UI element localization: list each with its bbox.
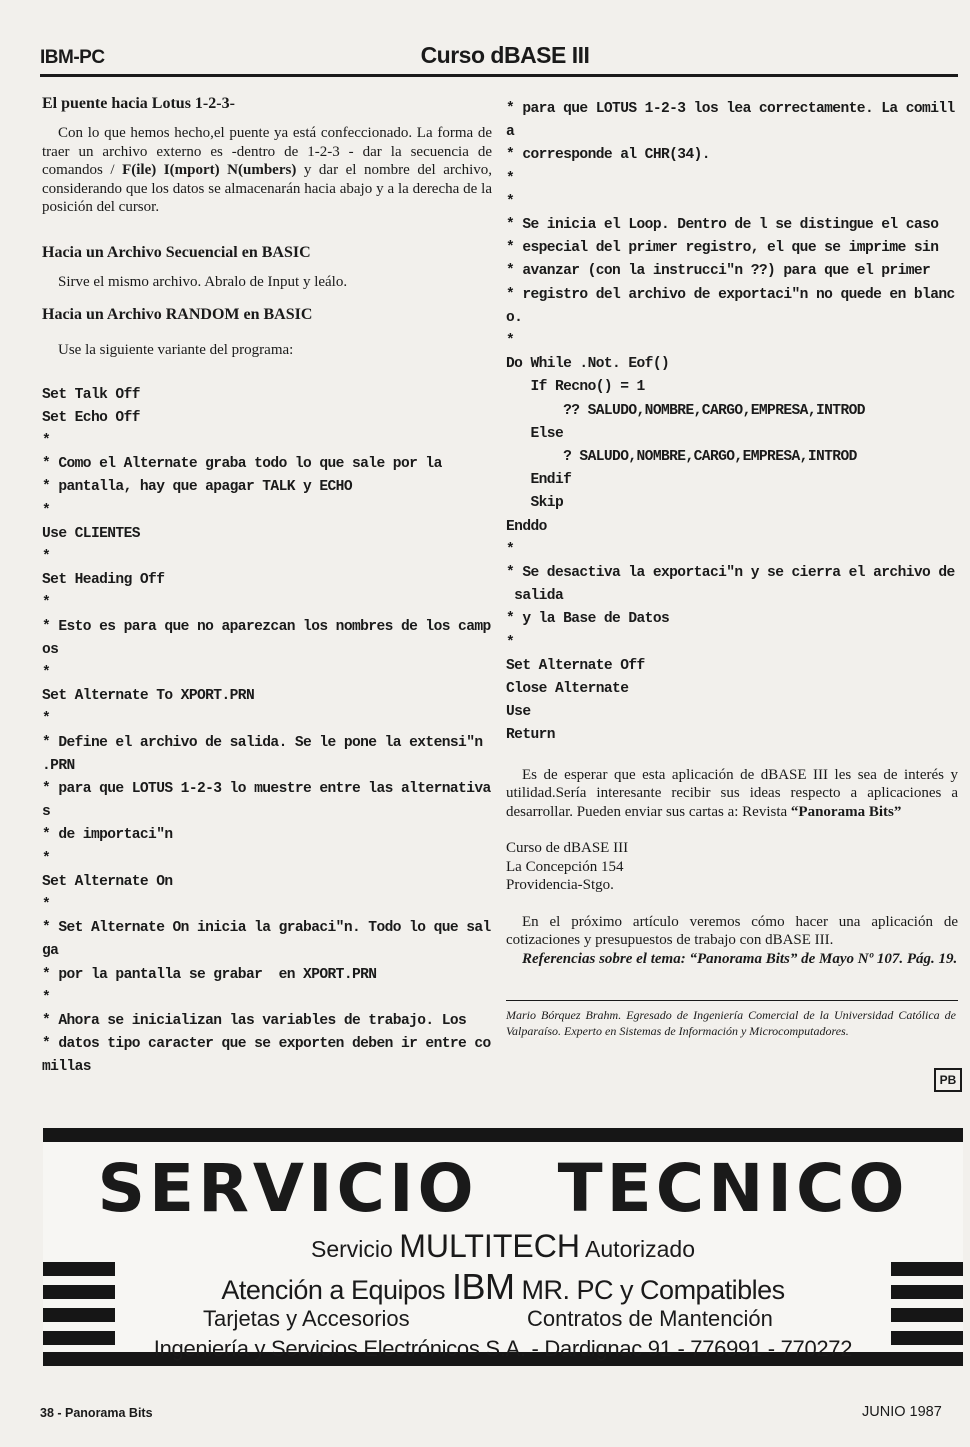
code-line: * Se inicia el Loop. Dentro de l se distingue el caso [506,217,939,234]
code-line: * Ahora se inicializan las variables de trabajo. Los [42,1012,467,1029]
address-line: La Concepción 154 [506,858,624,875]
code-line: * de importaci"n [42,827,173,844]
code-line: Close Alternate [506,681,629,698]
code-line: * [42,896,51,913]
code-line: * Set Alternate On inicia la grabaci"n. Todo lo que sal [42,920,491,937]
code-line: * [506,193,515,210]
section-label: IBM-PC [40,47,105,68]
code-line: * Se desactiva la exportaci"n y se cierra el archivo de [506,565,955,582]
ad-line-contracts: Contratos de Mantención [527,1306,773,1331]
code-line: Return [506,727,555,744]
code-line: * Esto es para que no aparezcan los nombres de los camp [42,618,491,635]
code-line: ? SALUDO,NOMBRE,CARGO,EMPRESA,INTROD [506,449,857,466]
code-line: * para que LOTUS 1-2-3 los lea correctamente. La comill [506,101,955,117]
random-paragraph: Use la siguiente variante del programa: [58,342,294,358]
code-line: os [42,641,59,658]
lotus-paragraph: Con lo que hemos hecho,el puente ya está confeccionado. La forma de traer un archivo externo es -dentro de 1-2-3 - dar la secuencia de comandos / F(ile) I(mport) N(umbers) y dar el nombre del archivo, considerando que los datos se almacenarán hacia abajo y a la derecha de la posición del cursor. [42,125,492,215]
page-title: Curso dBASE III [420,42,590,68]
code-line: Skip [506,495,564,512]
address-line: Providencia-Stgo. [506,877,614,894]
ad-title-word: TECNICO [557,1150,909,1227]
code-line: Set Alternate On [42,873,173,890]
ad-line-address: Ingeniería y Servicios Electrónicos S.A. - Dardignac 91 - 776991 - 770272 [153,1336,853,1361]
code-line: * avanzar (con la instrucci"n ??) para que el primer [506,263,931,280]
code-line: Use [506,704,531,721]
code-line: ?? SALUDO,NOMBRE,CARGO,EMPRESA,INTROD [506,402,865,419]
address-block [506,839,958,895]
address-line: Curso de dBASE III [506,840,629,857]
code-line: Set Talk Off [42,386,140,403]
code-line: * [42,989,51,1006]
code-line: Endif [506,472,572,489]
references-note: Referencias sobre el tema: “Panorama Bits” de Mayo Nº 107. Pág. 19. [522,950,958,967]
code-line: Use CLIENTES [42,525,140,542]
code-line: * [42,502,51,519]
code-line: Set Heading Off [42,572,165,589]
code-line: * pantalla, hay que apagar TALK y ECHO [42,479,352,496]
footer-date: JUNIO 1987 [862,1404,942,1420]
code-line: * Define el archivo de salida. Se le pone la extensi"n [42,734,483,751]
code-line: If Recno() = 1 [506,379,645,396]
code-line: ga [42,943,59,960]
ad-line-multitech: Servicio MULTITECH Autorizado [310,1228,696,1264]
code-line: Do While .Not. Eof() [506,356,670,373]
code-line: millas [42,1059,91,1076]
code-listing-left [42,384,492,1080]
code-line: * [42,432,51,449]
next-article-paragraph: En el próximo artículo veremos cómo hacer una aplicación de cotizaciones y presupuestos de trabajo con dBASE III. [506,913,958,949]
ad-line-accessories: Tarjetas y Accesorios [203,1306,410,1331]
code-line: Enddo [506,518,547,535]
code-line: * Como el Alternate graba todo lo que sale por la [42,456,442,473]
code-line: * para que LOTUS 1-2-3 lo muestre entre las alternativa [42,780,491,797]
code-line: * por la pantalla se grabar en XPORT.PRN [42,966,377,983]
code-line: Else [506,425,564,442]
closing-paragraph: Es de esperar que esta aplicación de dBASE III les sea de interés y utilidad.Sería interesante recibir sus ideas respecto a aplicaciones a desarrollar. Pueden enviar sus cartas a: Revista “Panorama Bits” [506,766,958,820]
code-line: * datos tipo caracter que se exporten deben ir entre co [42,1036,491,1053]
code-line: Set Echo Off [42,409,140,426]
code-line: .PRN [42,757,75,774]
code-line: * [42,850,51,867]
section-heading-lotus: El puente hacia Lotus 1-2-3- [42,95,235,112]
code-line: s [42,804,51,821]
code-line: o. [506,309,523,326]
code-listing-right [506,98,958,748]
code-line: * [506,634,515,651]
code-line: * especial del primer registro, el que se imprime sin [506,240,939,257]
header-rule [40,74,958,77]
author-byline: Mario Bórquez Brahm. Egresado de Ingeniería Comercial de la Universidad Católica de Valparaíso. Experto en Sistemas de Información y Microcomputadores. [506,1008,956,1038]
code-line: * corresponde al CHR(34). [506,147,710,164]
code-line: salida [506,588,564,605]
code-line: Set Alternate To XPORT.PRN [42,688,255,705]
code-line: * [42,548,51,565]
code-line: * [506,333,515,350]
code-line: a [506,124,515,141]
ad-title-word: SERVICIO [97,1150,478,1227]
section-heading-random: Hacia un Archivo RANDOM en BASIC [42,306,313,323]
code-line: Set Alternate Off [506,657,645,674]
left-column [42,94,492,1080]
code-line: * registro del archivo de exportaci"n no quede en blanc [506,286,955,303]
ad-line-ibm: Atención a Equipos IBM MR. PC y Compatibles [221,1266,785,1307]
ad-title [43,1150,963,1227]
service-ad [43,1128,963,1366]
right-column [506,98,958,968]
code-line: * [42,595,51,612]
section-heading-sequential: Hacia un Archivo Secuencial en BASIC [42,243,311,261]
code-line: * [506,170,515,187]
sequential-paragraph: Sirve el mismo archivo. Abralo de Input y leálo. [58,273,348,290]
pb-logo: PB [934,1068,962,1092]
code-line: * [42,664,51,681]
byline-rule [506,1000,958,1001]
footer-page-number: 38 - Panorama Bits [40,1406,153,1420]
code-line: * [506,541,515,558]
code-line: * [42,711,51,728]
code-line: * y la Base de Datos [506,611,670,628]
